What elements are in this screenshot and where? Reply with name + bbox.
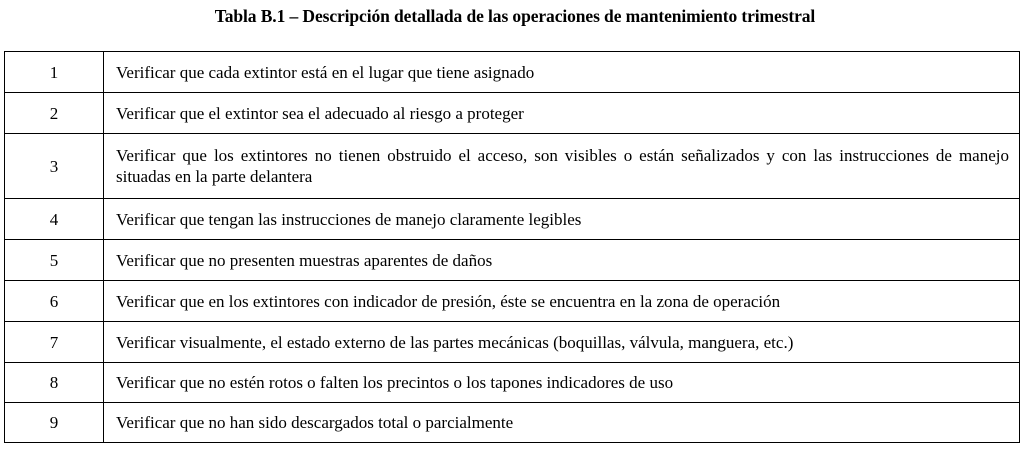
table-row bbox=[5, 134, 1020, 199]
row-number: 9 bbox=[5, 403, 104, 443]
row-description: Verificar que no estén rotos o falten los precintos o los tapones indicadores de uso bbox=[104, 363, 1020, 403]
table-row bbox=[5, 403, 1020, 443]
table-row bbox=[5, 281, 1020, 322]
row-number: 3 bbox=[5, 134, 104, 199]
row-number: 5 bbox=[5, 240, 104, 281]
table-row bbox=[5, 52, 1020, 93]
row-description: Verificar que tengan las instrucciones de manejo claramente legibles bbox=[104, 199, 1020, 240]
row-description: Verificar que no presenten muestras aparentes de daños bbox=[104, 240, 1020, 281]
row-description: Verificar visualmente, el estado externo de las partes mecánicas (boquillas, válvula, manguera, etc.) bbox=[104, 322, 1020, 363]
table-row bbox=[5, 93, 1020, 134]
table-row bbox=[5, 240, 1020, 281]
row-number: 4 bbox=[5, 199, 104, 240]
row-description: Verificar que no han sido descargados total o parcialmente bbox=[104, 403, 1020, 443]
row-number: 8 bbox=[5, 363, 104, 403]
row-number: 1 bbox=[5, 52, 104, 93]
row-description: Verificar que en los extintores con indicador de presión, éste se encuentra en la zona de operación bbox=[104, 281, 1020, 322]
table-row bbox=[5, 199, 1020, 240]
row-number: 7 bbox=[5, 322, 104, 363]
table-caption: Tabla B.1 – Descripción detallada de las operaciones de mantenimiento trimestral bbox=[214, 6, 816, 26]
row-description: Verificar que cada extintor está en el lugar que tiene asignado bbox=[104, 52, 1020, 93]
table-row bbox=[5, 322, 1020, 363]
row-number: 2 bbox=[5, 93, 104, 134]
table-row bbox=[5, 363, 1020, 403]
row-number: 6 bbox=[5, 281, 104, 322]
maintenance-operations-table bbox=[4, 51, 1020, 443]
row-description: Verificar que los extintores no tienen obstruido el acceso, son visibles o están señalizados y con las instrucciones de manejo situadas en la parte delantera bbox=[104, 134, 1020, 199]
row-description: Verificar que el extintor sea el adecuado al riesgo a proteger bbox=[104, 93, 1020, 134]
